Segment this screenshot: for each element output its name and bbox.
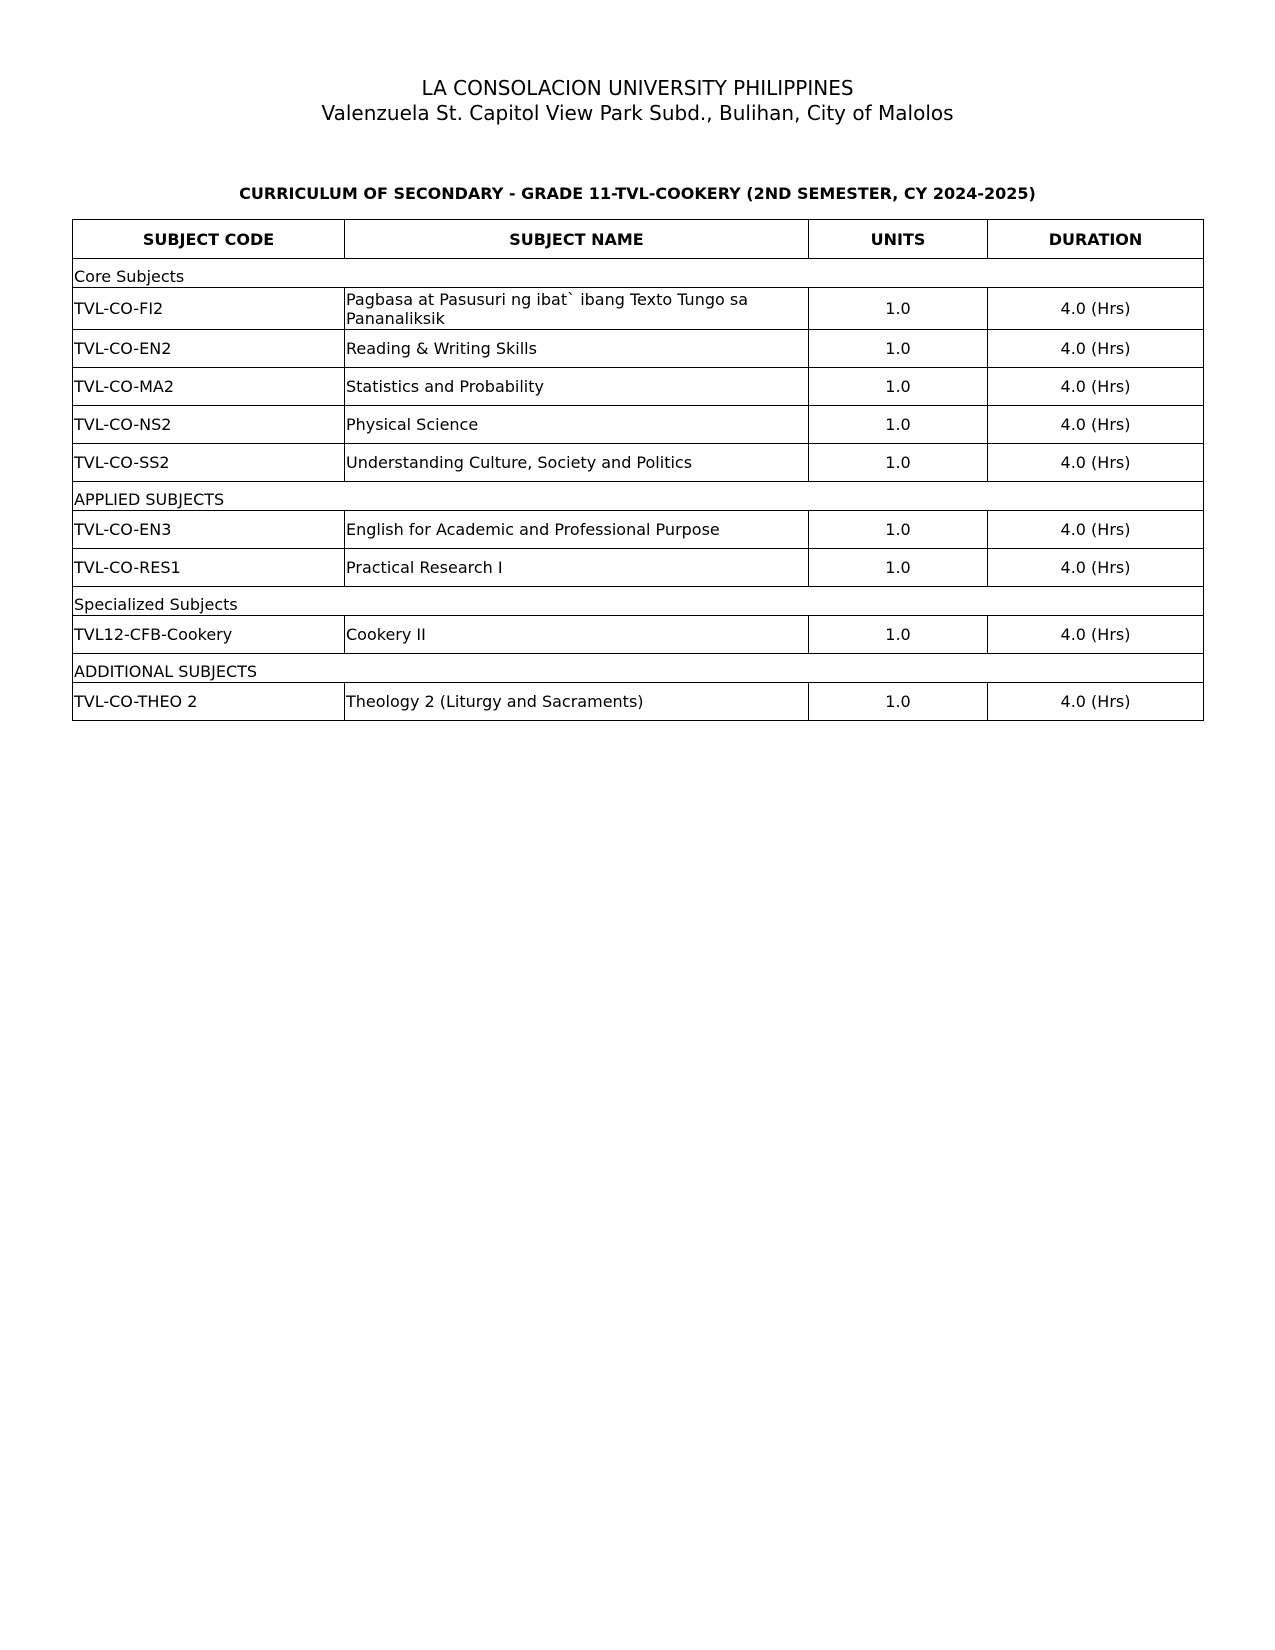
units-cell: 1.0 <box>809 406 988 444</box>
category-row-core <box>73 259 1204 288</box>
category-label: Specialized Subjects <box>73 587 1204 616</box>
units-cell: 1.0 <box>809 330 988 368</box>
duration-cell: 4.0 (Hrs) <box>988 406 1204 444</box>
table-row <box>73 616 1204 654</box>
duration-cell: 4.0 (Hrs) <box>988 330 1204 368</box>
table-row <box>73 511 1204 549</box>
subject-name-cell: Statistics and Probability <box>345 368 809 406</box>
units-cell: 1.0 <box>809 683 988 721</box>
subject-name-cell: Theology 2 (Liturgy and Sacraments) <box>345 683 809 721</box>
table-row <box>73 330 1204 368</box>
subject-name-cell: Understanding Culture, Society and Politics <box>345 444 809 482</box>
duration-cell: 4.0 (Hrs) <box>988 683 1204 721</box>
category-label: ADDITIONAL SUBJECTS <box>73 654 1204 683</box>
duration-cell: 4.0 (Hrs) <box>988 288 1204 330</box>
category-row-additional <box>73 654 1204 683</box>
curriculum-title: CURRICULUM OF SECONDARY - GRADE 11-TVL-COOKERY (2ND SEMESTER, CY 2024-2025) <box>239 184 1036 203</box>
duration-cell: 4.0 (Hrs) <box>988 616 1204 654</box>
duration-cell: 4.0 (Hrs) <box>988 444 1204 482</box>
subject-name-cell: Physical Science <box>345 406 809 444</box>
subject-name-cell: Pagbasa at Pasusuri ng ibat` ibang Texto Tungo sa Pananaliksik <box>345 288 809 330</box>
subject-code-cell: TVL-CO-SS2 <box>73 444 345 482</box>
table-row <box>73 368 1204 406</box>
subject-name-cell: Cookery II <box>345 616 809 654</box>
duration-cell: 4.0 (Hrs) <box>988 368 1204 406</box>
duration-cell: 4.0 (Hrs) <box>988 511 1204 549</box>
subject-code-cell: TVL-CO-EN2 <box>73 330 345 368</box>
column-header-subject-code: SUBJECT CODE <box>73 220 345 259</box>
institution-name: LA CONSOLACION UNIVERSITY PHILIPPINES <box>421 76 854 100</box>
subject-code-cell: TVL-CO-THEO 2 <box>73 683 345 721</box>
subject-code-cell: TVL12-CFB-Cookery <box>73 616 345 654</box>
units-cell: 1.0 <box>809 616 988 654</box>
column-header-subject-name: SUBJECT NAME <box>345 220 809 259</box>
table-row <box>73 683 1204 721</box>
subject-code-cell: TVL-CO-NS2 <box>73 406 345 444</box>
subject-code-cell: TVL-CO-RES1 <box>73 549 345 587</box>
subject-name-cell: Practical Research I <box>345 549 809 587</box>
table-header-row <box>73 220 1204 259</box>
category-label: APPLIED SUBJECTS <box>73 482 1204 511</box>
table-row <box>73 288 1204 330</box>
category-row-specialized <box>73 587 1204 616</box>
units-cell: 1.0 <box>809 549 988 587</box>
subject-name-cell: English for Academic and Professional Purpose <box>345 511 809 549</box>
units-cell: 1.0 <box>809 368 988 406</box>
column-header-units: UNITS <box>809 220 988 259</box>
category-label: Core Subjects <box>73 259 1204 288</box>
units-cell: 1.0 <box>809 288 988 330</box>
table-row <box>73 444 1204 482</box>
units-cell: 1.0 <box>809 511 988 549</box>
units-cell: 1.0 <box>809 444 988 482</box>
table-row <box>73 406 1204 444</box>
document-header <box>0 76 1275 126</box>
subject-name-cell: Reading & Writing Skills <box>345 330 809 368</box>
subject-code-cell: TVL-CO-FI2 <box>73 288 345 330</box>
column-header-duration: DURATION <box>988 220 1204 259</box>
duration-cell: 4.0 (Hrs) <box>988 549 1204 587</box>
curriculum-table <box>72 219 1204 721</box>
subject-code-cell: TVL-CO-EN3 <box>73 511 345 549</box>
table-row <box>73 549 1204 587</box>
subject-code-cell: TVL-CO-MA2 <box>73 368 345 406</box>
institution-address: Valenzuela St. Capitol View Park Subd., Bulihan, City of Malolos <box>321 101 954 125</box>
category-row-applied <box>73 482 1204 511</box>
